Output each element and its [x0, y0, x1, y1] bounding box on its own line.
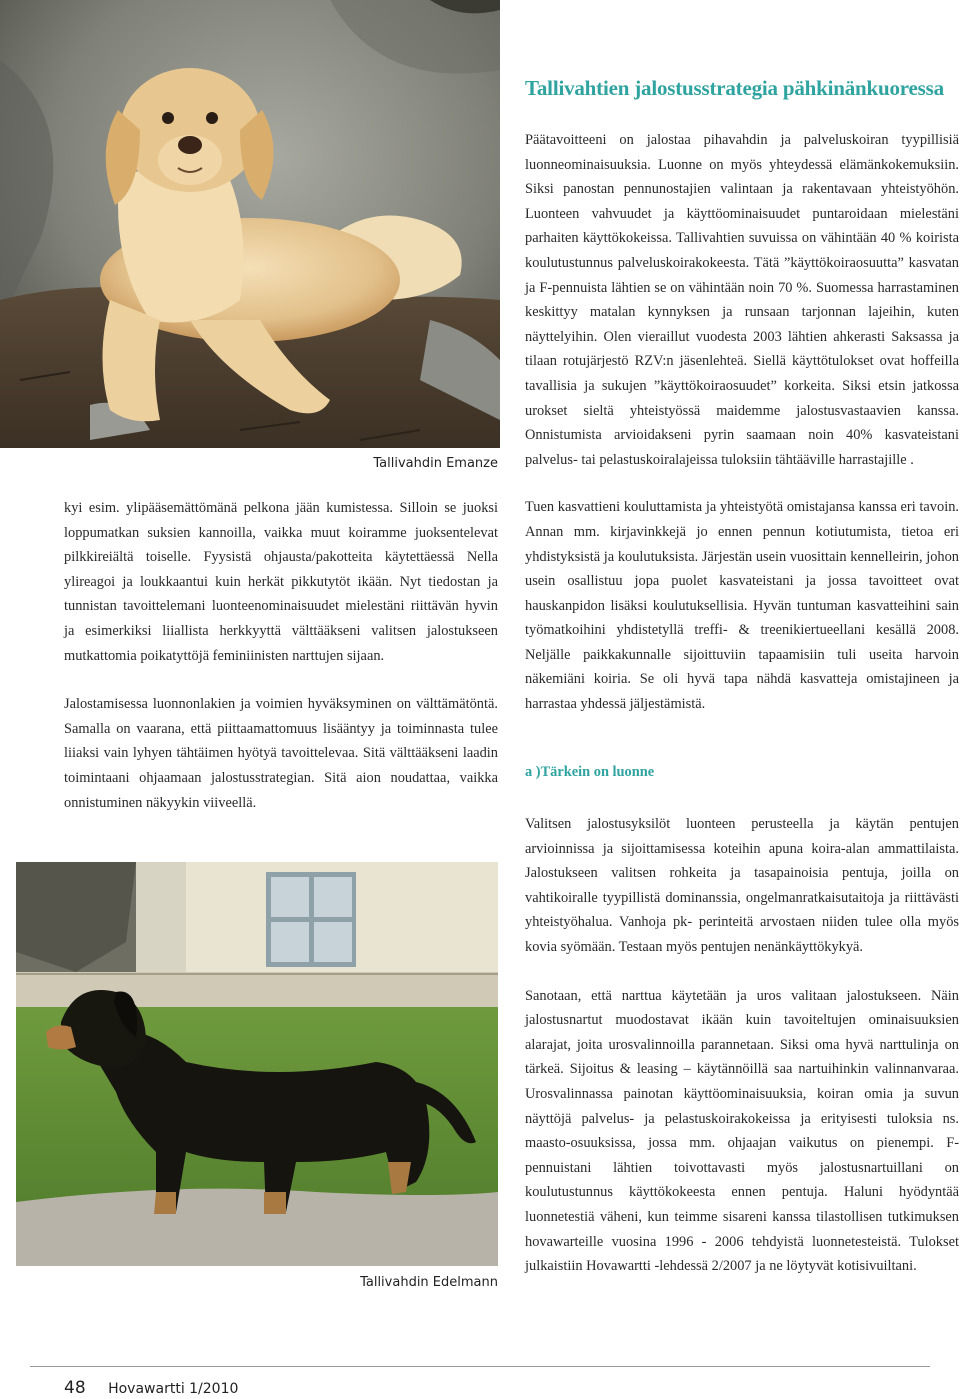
photo-puppy	[16, 862, 498, 1266]
magazine-issue: Hovawartti 1/2010	[108, 1381, 239, 1397]
paragraph: Sanotaan, että narttua käytetään ja uros valitaan jalostukseen. Näin jalostusnartut muodostavat ikään kuin tavoiteltujen ominaisuuksien alarajat, joita urosvalinnoilla parannetaan. Siksi oma hyvä narttulinja on tärkeä. Sijoitus & leasing – käytännöillä saa nartuihinkin valinnanvaraa. Urosvalinnassa painotan käyttöominaisuuksia, koiran omia ja suvun näyttöjä palvelus- ja pelastuskoirakokeissa ja erityisesti tuloksia ns. maasto-osuuksissa, jossa mm. ohjaajan vaikutus on pienempi. F-pennuistani lähtien toivottavasti myös jalostusnartuillani on koulutustunnus käyttökokeesta ennen pentuja. Haluni hyödyntää luonnetestiä väheni, kun teimme sisareni kanssa tilastollisen tutkimuksen hovawarteille vuosina 1996 - 2006 tehdyistä luonnetesteistä. Tulokset julkaistiin Hovawartti -lehdessä 2/2007 ja ne löytyvät kotisivuiltani.	[525, 987, 959, 1275]
right-column-section-1	[525, 128, 959, 717]
photo-caption-top: Tallivahdin Emanze	[373, 456, 498, 471]
paragraph: Tuen kasvattieni kouluttamista ja yhteistyötä omistajansa kanssa eri tavoin. Annan mm. kirjavinkkejä jo ennen pennun kotiutumista, tietoa eri yhdistyksistä ja koulutuksista. Järjestän usein vuosittain kennelleirin, johon usein osallistuu jopa puolet kasvateistani ja jossa tavoitteet ovat hauskanpidon lisäksi koulutuksellisia. Hyvän tuntuman kasvatteihini sain työmatkoihini yhdistetyllä treffi- & treenikiertueellani kesällä 2008. Neljälle paikkakunnalle sijoittuviin tapaamisiin tuli useita harvoin näkemiäni koiria. Se oli hyvä tapa nähdä kasvatteja omistajineen ja harrastaa yhdessä jäljestämistä.	[525, 499, 959, 713]
photo-caption-bottom: Tallivahdin Edelmann	[360, 1275, 498, 1290]
right-column-section-2	[525, 812, 959, 1279]
section-heading: a )Tärkein on luonne	[525, 764, 655, 780]
page-footer	[64, 1378, 238, 1398]
page-number: 48	[64, 1378, 86, 1398]
article-title: Tallivahtien jalostusstrategia pähkinänkuoressa	[525, 76, 944, 100]
paragraph: Valitsen jalostusyksilöt luonteen perusteella ja käytän pentujen arvioinnissa ja sijoittamisessa koteihin apuna koira-alan ammattilaista. Jalostukseen valitsen rohkeita ja tasapainoisia pentuja, joilla on vahtikoiralle tyypillistä dominanssia, ongelmanratkaisutaitoja ja riittävästi yhteistyöhalua. Vanhoja pk- perinteitä arvostaen niiden tulee olla myös kovia syömään. Testaan myös pentujen nenänkäyttökykyä.	[525, 816, 959, 955]
paragraph: kyi esim. ylipääsemättömänä pelkona jään kumistessa. Silloin se juoksi loppumatkan suksien kannoilla, vaikka muut koiramme juoksentelevat pilkkireiältä toiselle. Fyysistä ohjausta/pakotteita käytettäessä Nella ylireagoi ja loukkaantui kuin herkät pikkutytöt ikään. Nyt tiedostan ja tunnistan tavoittelemani luonteenominaisuudet mielestäni riittävän hyvin ja esimerkiksi liiallista herkkyyttä välttääkseni valitsen jalostukseen mutkattomia poikatyttöjä feminiinisten narttujen sijaan.	[64, 500, 498, 664]
paragraph: Päätavoitteeni on jalostaa pihavahdin ja palveluskoiran tyypillisiä luonneominaisuuksia. Luonne on myös yhteydessä elämänkokemuksiin. Siksi panostan pennunostajien valintaan ja rakentavaan yhteistyöhön. Luonteen vahvuudet ja käyttöominaisuudet puntaroidaan mielestäni parhaiten käyttökokeissa. Tallivahtien suvuissa on vähintään 40 % koirista koulutustunnus palveluskoirakokeesta. Tätä ”käyttökoiraosuutta” kasvatan ja F-pennuista lähtien se on vähintään noin 70 %. Suomessa harrastaminen keskittyy matalan kynnyksen ja runsaan tarjonnan lajeihin, kuten näyttelyihin. Olen vieraillut vuodesta 2003 lähtien ahkerasti Saksassa ja tilaan rotujärjestö RZV:n jäsenlehteä. Siellä käyttötulokset ovat hoffeilla tavallisia ja sukujen ”käyttökoiraosuudet” korkeita. Siksi etsin jatkossa urokset sieltä yhteistyössä maidemme jalostusvastaavien kanssa. Onnistumista arvioidakseni pyrin saamaan noin 40% kasvateistani palvelus- tai pelastuskoiralajeissa tuloksiin tähtääville harrastajille .	[525, 132, 959, 468]
left-column	[64, 496, 498, 815]
paragraph: Jalostamisessa luonnonlakien ja voimien hyväksyminen on välttämätöntä. Samalla on vaarana, että piittaamattomuus lisääntyy ja toiminnasta tulee liiaksi vain lyhyen tähtäimen hyötyä tavoittelevaa. Sitä välttääkseni laadin toimintaani ohjaamaan jalostusstrategian. Sitä aion noudattaa, vaikka onnistuminen näkyykin viiveellä.	[64, 696, 498, 811]
footer-divider	[30, 1366, 930, 1367]
photo-golden-dog	[0, 0, 500, 448]
